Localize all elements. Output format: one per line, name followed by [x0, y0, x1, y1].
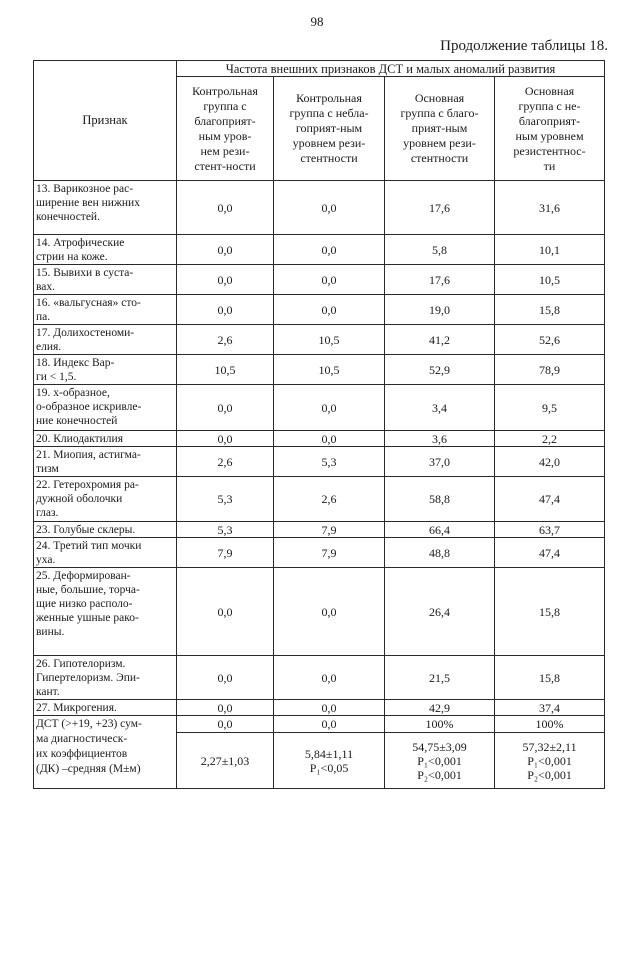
- value-cell: 19,0: [385, 295, 495, 325]
- value-cell: 58,8: [385, 477, 495, 522]
- feature-cell: 22. Гетерохромия ра- дужной оболочки глаз.: [34, 477, 177, 522]
- value-cell: 2,2: [495, 431, 605, 447]
- feature-cell: 27. Микрогения.: [34, 700, 177, 716]
- value-cell: 63,7: [495, 522, 605, 538]
- value-cell: 0,0: [274, 431, 385, 447]
- value-cell: 7,9: [274, 538, 385, 568]
- value-cell: 10,5: [495, 265, 605, 295]
- feature-cell: 18. Индекс Вар- ги < 1,5.: [34, 355, 177, 385]
- summary-stat-cell: [274, 733, 385, 789]
- value-cell: 15,8: [495, 568, 605, 656]
- value-cell: 37,0: [385, 447, 495, 477]
- value-cell: 3,4: [385, 385, 495, 431]
- summary-stat-line: P₁<0,001: [527, 753, 572, 768]
- table-row: [34, 477, 605, 522]
- summary-stat-line: 2,27±1,03: [200, 753, 250, 768]
- value-cell: 0,0: [274, 568, 385, 656]
- table-row: [34, 235, 605, 265]
- table-row: [34, 385, 605, 431]
- feature-cell: 20. Клиодактилия: [34, 431, 177, 447]
- table-caption: Продолжение таблицы 18.: [440, 38, 608, 54]
- value-cell: 15,8: [495, 656, 605, 700]
- summary-top-value: 100%: [495, 716, 605, 733]
- summary-row: [34, 716, 605, 733]
- feature-cell: 24. Третий тип мочки уха.: [34, 538, 177, 568]
- value-cell: 7,9: [274, 522, 385, 538]
- value-cell: 66,4: [385, 522, 495, 538]
- feature-cell: 17. Долихостеноми- елия.: [34, 325, 177, 355]
- value-cell: 37,4: [495, 700, 605, 716]
- feature-cell: 16. «вальгусная» сто- па.: [34, 295, 177, 325]
- value-cell: 41,2: [385, 325, 495, 355]
- value-cell: 0,0: [177, 385, 274, 431]
- value-cell: 42,0: [495, 447, 605, 477]
- value-cell: 10,5: [274, 325, 385, 355]
- value-cell: 5,3: [274, 447, 385, 477]
- value-cell: 78,9: [495, 355, 605, 385]
- feature-cell: 21. Миопия, астигма- тизм: [34, 447, 177, 477]
- feature-cell: 26. Гипотелоризм. Гипертелоризм. Эпи- кант.: [34, 656, 177, 700]
- value-cell: 5,3: [177, 477, 274, 522]
- value-cell: 0,0: [177, 181, 274, 235]
- value-cell: 10,5: [177, 355, 274, 385]
- value-cell: 0,0: [274, 700, 385, 716]
- summary-stat-line: 54,75±3,09: [412, 739, 467, 754]
- summary-stat-cell: [177, 733, 274, 789]
- table-row: [34, 181, 605, 235]
- summary-top-value: 0,0: [274, 716, 385, 733]
- value-cell: 31,6: [495, 181, 605, 235]
- table-row: [34, 265, 605, 295]
- group-header: Частота внешних признаков ДСТ и малых аномалий развития: [177, 61, 605, 77]
- value-cell: 2,6: [274, 477, 385, 522]
- value-cell: 0,0: [274, 235, 385, 265]
- feature-cell: 25. Деформирован- ные, большие, торча- щие низко располо- женные ушные рако- вины.: [34, 568, 177, 656]
- value-cell: 15,8: [495, 295, 605, 325]
- value-cell: 10,1: [495, 235, 605, 265]
- feature-cell: 15. Вывихи в суста- вах.: [34, 265, 177, 295]
- summary-top-value: 100%: [385, 716, 495, 733]
- value-cell: 0,0: [177, 295, 274, 325]
- table-row: [34, 522, 605, 538]
- feature-column-header: Признак: [34, 61, 177, 181]
- value-cell: 48,8: [385, 538, 495, 568]
- value-cell: 10,5: [274, 355, 385, 385]
- summary-feature-cell: ДСТ (>+19, +23) сум- ма диагностическ- их коэффициентов (ДК) –средняя (M±м): [34, 716, 177, 789]
- summary-stat-line: 57,32±2,11: [522, 739, 577, 754]
- table-row: [34, 700, 605, 716]
- value-cell: 0,0: [177, 656, 274, 700]
- value-cell: 0,0: [177, 235, 274, 265]
- table-row: [34, 447, 605, 477]
- value-cell: 0,0: [177, 265, 274, 295]
- value-cell: 0,0: [274, 385, 385, 431]
- table-row: [34, 568, 605, 656]
- table-row: [34, 538, 605, 568]
- value-cell: 21,5: [385, 656, 495, 700]
- page-number: 98: [310, 14, 324, 29]
- summary-stat-line: P₁<0,05: [309, 760, 349, 775]
- value-cell: 47,4: [495, 538, 605, 568]
- summary-stat-cell: [385, 733, 495, 789]
- column-header-4: Основная группа с не- благоприят- ным уровнем резистентнос- ти: [495, 77, 605, 181]
- value-cell: 2,6: [177, 325, 274, 355]
- feature-cell: 13. Варикозное рас- ширение вен нижних конечностей.: [34, 181, 177, 235]
- value-cell: 47,4: [495, 477, 605, 522]
- column-header-2: Контрольная группа с небла- гоприят-ным уровнем рези- стентности: [274, 77, 385, 181]
- value-cell: 52,6: [495, 325, 605, 355]
- value-cell: 7,9: [177, 538, 274, 568]
- feature-cell: 23. Голубые склеры.: [34, 522, 177, 538]
- table-row: [34, 656, 605, 700]
- value-cell: 0,0: [274, 295, 385, 325]
- table-row: [34, 295, 605, 325]
- table-row: [34, 431, 605, 447]
- feature-cell: 19. х-образное, о-образное искривле- ние конечностей: [34, 385, 177, 431]
- value-cell: 5,8: [385, 235, 495, 265]
- table-row: [34, 355, 605, 385]
- value-cell: 26,4: [385, 568, 495, 656]
- data-table: [33, 60, 605, 789]
- summary-stat-cell: [495, 733, 605, 789]
- value-cell: 5,3: [177, 522, 274, 538]
- value-cell: 9,5: [495, 385, 605, 431]
- table-row: [34, 325, 605, 355]
- value-cell: 52,9: [385, 355, 495, 385]
- value-cell: 3,6: [385, 431, 495, 447]
- value-cell: 42,9: [385, 700, 495, 716]
- summary-stat-line: 5,84±1,11: [304, 746, 354, 761]
- value-cell: 0,0: [274, 656, 385, 700]
- value-cell: 0,0: [274, 265, 385, 295]
- value-cell: 2,6: [177, 447, 274, 477]
- value-cell: 0,0: [274, 181, 385, 235]
- summary-top-value: 0,0: [177, 716, 274, 733]
- value-cell: 17,6: [385, 181, 495, 235]
- value-cell: 0,0: [177, 700, 274, 716]
- summary-stat-line: P₂<0,001: [417, 767, 462, 782]
- column-header-1: Контрольная группа с благоприят- ным уров- нем рези- стент-ности: [177, 77, 274, 181]
- summary-stat-line: P₂<0,001: [527, 767, 572, 782]
- value-cell: 0,0: [177, 431, 274, 447]
- value-cell: 17,6: [385, 265, 495, 295]
- column-header-3: Основная группа с благо- прият-ным уровнем рези- стентности: [385, 77, 495, 181]
- value-cell: 0,0: [177, 568, 274, 656]
- feature-cell: 14. Атрофические стрии на коже.: [34, 235, 177, 265]
- summary-stat-line: P₁<0,001: [417, 753, 462, 768]
